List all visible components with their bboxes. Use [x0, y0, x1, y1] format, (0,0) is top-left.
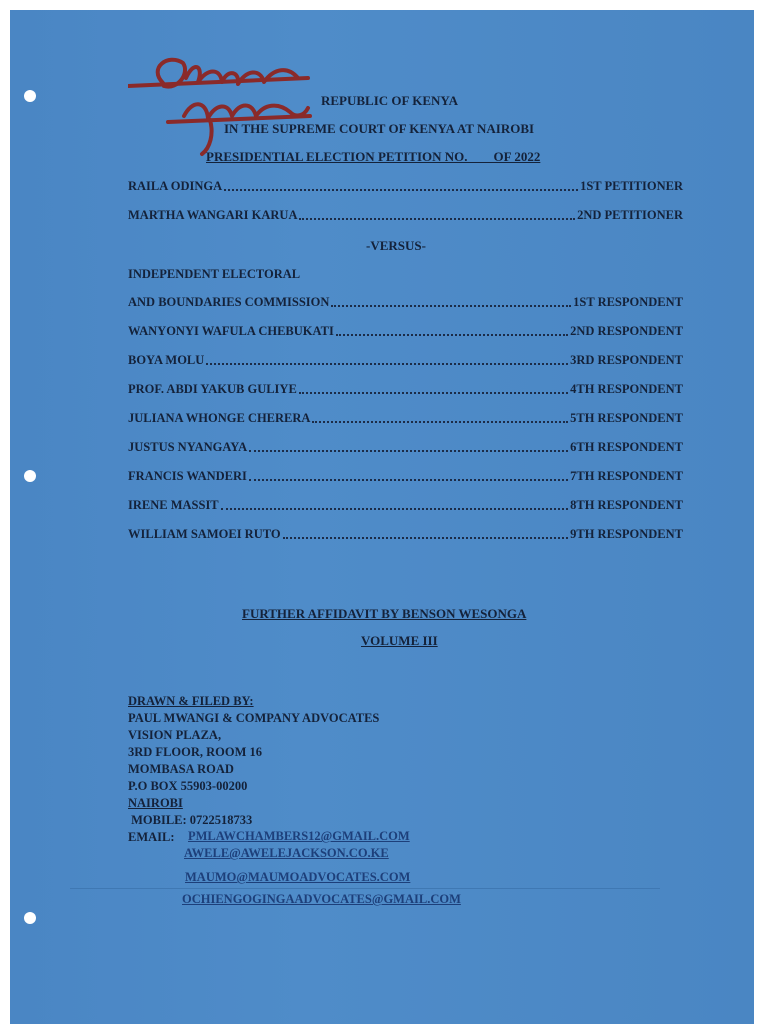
affidavit-title: FURTHER AFFIDAVIT BY BENSON WESONGA [242, 606, 527, 621]
party-role: 8TH RESPONDENT [570, 498, 683, 512]
party-row [128, 205, 683, 223]
document-page [10, 10, 754, 1024]
party-name: MARTHA WANGARI KARUA [128, 208, 298, 222]
party-role: 5TH RESPONDENT [570, 411, 683, 425]
party-name: FRANCIS WANDERI [128, 469, 247, 483]
email-label: EMAIL: [128, 830, 175, 844]
filer-line: PAUL MWANGI & COMPANY ADVOCATES [128, 711, 380, 725]
petition-heading: PRESIDENTIAL ELECTION PETITION NO. OF 2022 [206, 149, 541, 164]
party-row [128, 524, 683, 542]
party-row [128, 379, 683, 397]
party-role: 1ST PETITIONER [580, 179, 683, 193]
versus-label: -VERSUS- [366, 238, 426, 253]
handwritten-signature [128, 38, 318, 158]
party-row [128, 408, 683, 426]
party-row [128, 437, 683, 455]
email-link[interactable]: PMLAWCHAMBERS12@GMAIL.COM [188, 829, 410, 843]
party-name: WILLIAM SAMOEI RUTO [128, 527, 281, 541]
divider [70, 888, 660, 889]
punch-hole [24, 912, 36, 924]
party-row [128, 495, 683, 513]
filer-line: 3RD FLOOR, ROOM 16 [128, 745, 263, 759]
party-role: 1ST RESPONDENT [573, 295, 683, 309]
party-name: WANYONYI WAFULA CHEBUKATI [128, 324, 334, 338]
party-role: 2ND RESPONDENT [570, 324, 683, 338]
party-role: 7TH RESPONDENT [570, 469, 683, 483]
filer-line: NAIROBI [128, 796, 183, 810]
party-row [128, 176, 683, 194]
filer-mobile: MOBILE: 0722518733 [128, 813, 253, 827]
party-role: 4TH RESPONDENT [570, 382, 683, 396]
party-name: BOYA MOLU [128, 353, 205, 367]
filer-line: VISION PLAZA, [128, 728, 222, 742]
punch-hole [24, 470, 36, 482]
party-row [128, 350, 683, 368]
iebc-first-line: INDEPENDENT ELECTORAL [128, 267, 301, 281]
party-role: 2ND PETITIONER [577, 208, 683, 222]
court-heading: IN THE SUPREME COURT OF KENYA AT NAIROBI [224, 121, 535, 136]
filer-line: MOMBASA ROAD [128, 762, 234, 776]
party-row [128, 321, 683, 339]
party-name: JULIANA WHONGE CHERERA [128, 411, 311, 425]
email-link[interactable]: MAUMO@MAUMOADVOCATES.COM [185, 870, 411, 884]
party-row [128, 466, 683, 484]
email-link[interactable]: OCHIENGOGINGAADVOCATES@GMAIL.COM [182, 892, 461, 906]
email-link[interactable]: AWELE@AWELEJACKSON.CO.KE [184, 846, 389, 860]
party-name: JUSTUS NYANGAYA [128, 440, 248, 454]
party-name: AND BOUNDARIES COMMISSION [128, 295, 330, 309]
party-role: 3RD RESPONDENT [570, 353, 683, 367]
volume-title: VOLUME III [361, 633, 438, 648]
party-name: IRENE MASSIT [128, 498, 219, 512]
party-role: 6TH RESPONDENT [570, 440, 683, 454]
republic-heading: REPUBLIC OF KENYA [321, 93, 459, 108]
party-row [128, 292, 683, 310]
party-role: 9TH RESPONDENT [570, 527, 683, 541]
filed-heading: DRAWN & FILED BY: [128, 694, 254, 708]
punch-hole [24, 90, 36, 102]
party-name: PROF. ABDI YAKUB GULIYE [128, 382, 297, 396]
filer-line: P.O BOX 55903-00200 [128, 779, 248, 793]
party-name: RAILA ODINGA [128, 179, 223, 193]
